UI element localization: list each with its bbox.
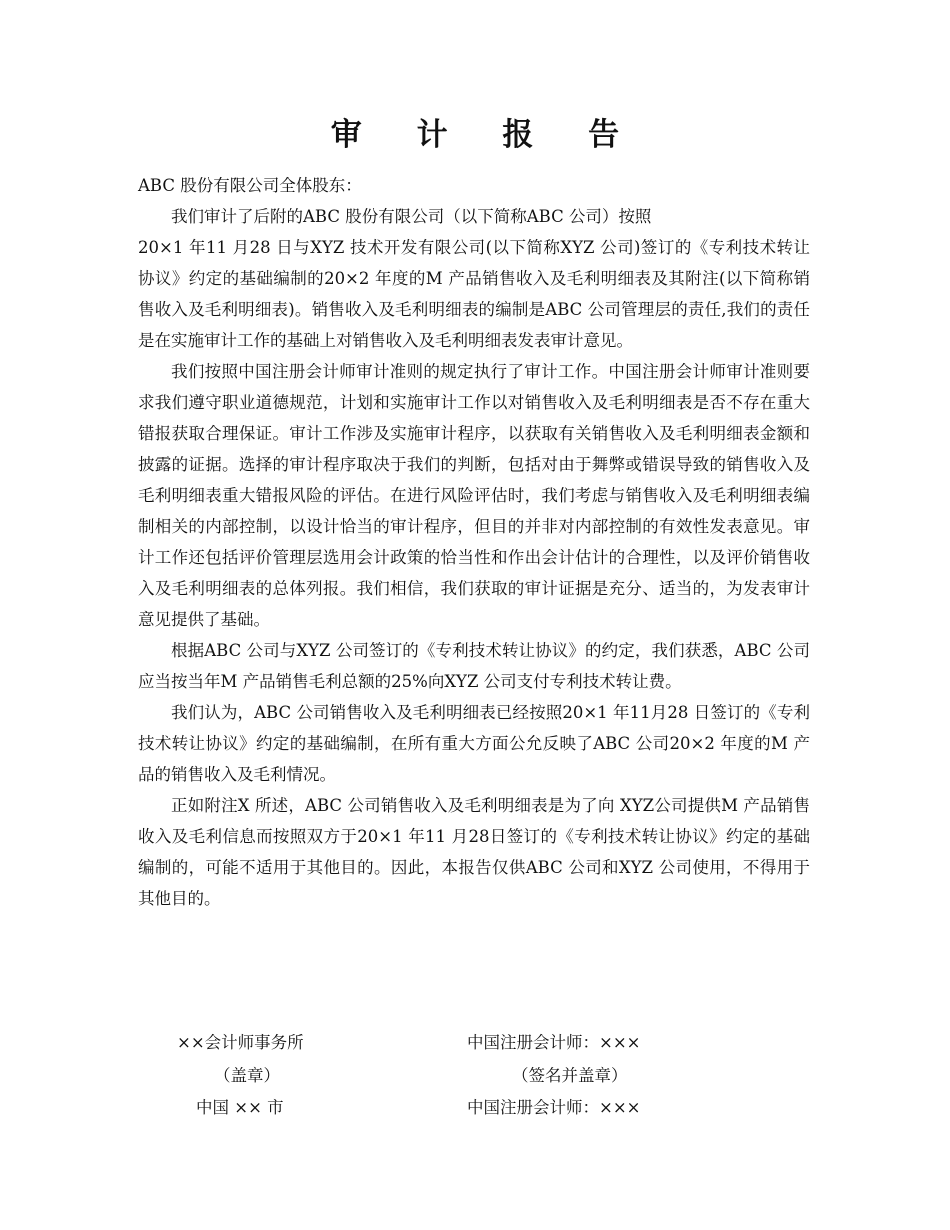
firm-seal: （盖章） [214,1066,280,1085]
paragraph-opinion: 我们认为，ABC 公司销售收入及毛利明细表已经按照20×1 年11月28 日签订的《专利技术转让协议》约定的基础编制，在所有重大方面公允反映了ABC 公司20×2 年度的M 产品的销售收入及毛利情况。 [138,703,810,784]
paragraph-restriction: 正如附注X 所述，ABC 公司销售收入及毛利明细表是为了向 XYZ公司提供M 产品销售收入及毛利信息而按照双方于20×1 年11 月28日签订的《专利技术转让协议》约定的基础编制的，可能不适用于其他目的。因此，本报告仅供ABC 公司和XYZ 公司使用，不得用于其他目的。 [138,796,810,908]
paragraph-agreement: 根据ABC 公司与XYZ 公司签订的《专利技术转让协议》的约定，我们获悉，ABC 公司应当按当年M 产品销售毛利总额的25%向XYZ 公司支付专利技术转让费。 [138,641,810,691]
cpa-1-label: 中国注册会计师：××× [467,1033,641,1052]
report-title: 审 计 报 告 [330,117,642,153]
firm-name: ××会计师事务所 [177,1033,304,1052]
paragraph-audit-work: 我们按照中国注册会计师审计准则的规定执行了审计工作。中国注册会计师审计准则要求我们遵守职业道德规范，计划和实施审计工作以对销售收入及毛利明细表是否不存在重大错报获取合理保证。审计工作涉及实施审计程序，以获取有关销售收入及毛利明细表金额和披露的证据。选择的审计程序取决于我们的判断，包括对由于舞弊或错误导致的销售收入及毛利明细表重大错报风险的评估。在进行风险评估时，我们考虑与销售收入及毛利明细表编制相关的内部控制，以设计恰当的审计程序，但目的并非对内部控制的有效性发表意见。审计工作还包括评价管理层选用会计政策的恰当性和作出会计估计的合理性，以及评价销售收入及毛利明细表的总体列报。我们相信，我们获取的审计证据是充分、适当的，为发表审计意见提供了基础。 [138,362,810,629]
cpa-1-seal: （签名并盖章） [512,1066,628,1085]
firm-city: 中国 ×× 市 [196,1098,284,1117]
paragraph-scope-lead: 我们审计了后附的ABC 股份有限公司（以下简称ABC 公司）按照 [171,207,652,226]
paragraph-scope-rest: 20×1 年11 月28 日与XYZ 技术开发有限公司(以下简称XYZ 公司)签订的《专利技术转让协议》约定的基础编制的20×2 年度的M 产品销售收入及毛利明细表及其附注(以下简称销售收入及毛利明细表)。销售收入及毛利明细表的编制是ABC 公司管理层的责任,我们的责任是在实施审计工作的基础上对销售收入及毛利明细表发表审计意见。 [138,238,810,350]
report-body [138,170,810,914]
salutation: ABC 股份有限公司全体股东： [138,176,362,195]
cpa-2-label: 中国注册会计师：××× [467,1098,641,1117]
